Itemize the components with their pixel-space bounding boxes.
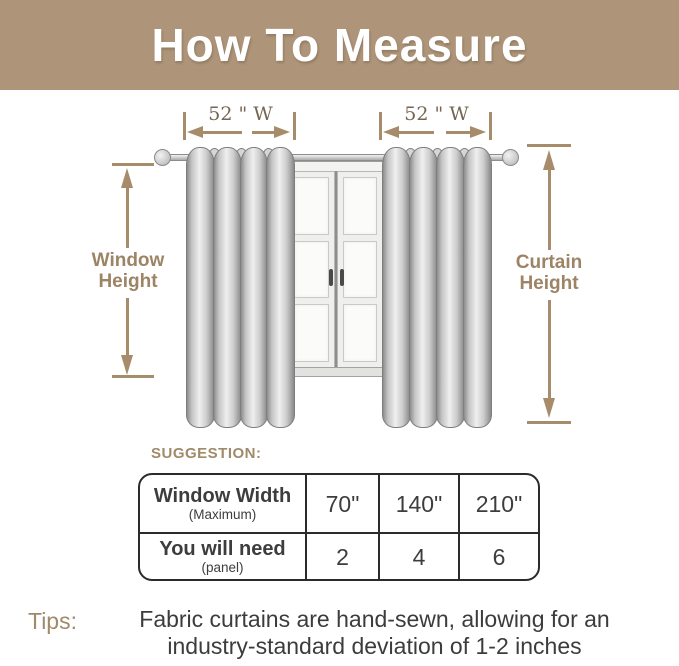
window-pane — [294, 241, 329, 299]
height-measure-line — [126, 184, 129, 248]
table-value-cell: 2 — [305, 532, 378, 579]
table-value-cell: 140" — [378, 475, 458, 532]
table-value-cell: 6 — [458, 532, 538, 579]
tips-label: Tips: — [28, 608, 77, 634]
window-height-label-line1: Window — [91, 250, 165, 271]
window-pane — [343, 241, 378, 299]
table-row-subtitle: (panel) — [201, 559, 244, 575]
curtain-fold — [213, 147, 242, 428]
arrowhead-down-icon — [543, 398, 555, 418]
banner — [0, 0, 679, 90]
table-row-subtitle: (Maximum) — [188, 506, 257, 522]
width-measure-end-bar — [489, 112, 492, 140]
tips-section — [0, 606, 679, 660]
height-measure-end-bar — [112, 375, 154, 378]
window-handle-left — [329, 269, 333, 286]
arrowhead-down-icon — [121, 355, 133, 375]
width-measure-end-bar — [183, 112, 186, 140]
table-row-title: Window Width — [153, 484, 292, 507]
tips-text-line1: Fabric curtains are hand-sewn, allowing for an — [139, 606, 610, 632]
curtain-fold — [240, 147, 269, 428]
width-measure-end-bar — [293, 112, 296, 140]
curtain-panel-right — [384, 147, 492, 428]
page-title: How To Measure — [151, 19, 528, 71]
window-pane — [294, 304, 329, 362]
width-measure-end-bar — [379, 112, 382, 140]
table-value-cell: 4 — [378, 532, 458, 579]
table-value-cell: 70" — [305, 475, 378, 532]
window-height-label — [88, 250, 168, 292]
rod-finial-right — [502, 149, 519, 166]
curtain-height-label-line2: Height — [519, 273, 579, 294]
curtain-fold — [186, 147, 215, 428]
curtain-fold — [463, 147, 492, 428]
size-table — [138, 473, 540, 581]
tips-text-line2: industry-standard deviation of 1-2 inches — [167, 633, 582, 659]
table-header-cell — [140, 532, 305, 579]
arrowhead-right-icon — [274, 126, 290, 138]
height-measure-end-bar — [527, 144, 571, 147]
width-measure-line — [394, 131, 434, 134]
window-illustration — [285, 161, 386, 377]
height-measure-line — [548, 300, 551, 398]
curtain-fold — [409, 147, 438, 428]
table-row-title: You will need — [159, 537, 286, 560]
window-pane — [294, 177, 329, 235]
curtain-fold — [266, 147, 295, 428]
window-handle-right — [340, 269, 344, 286]
rod-finial-left — [154, 149, 171, 166]
arrowhead-right-icon — [470, 126, 486, 138]
height-measure-end-bar — [527, 421, 571, 424]
height-measure-line — [548, 168, 551, 250]
window-pane — [343, 304, 378, 362]
window-doors — [288, 171, 383, 368]
suggestion-label: SUGGESTION: — [151, 445, 262, 462]
window-height-label-line2: Height — [98, 271, 158, 292]
curtain-fold — [436, 147, 465, 428]
window-sill — [282, 367, 389, 377]
table-header-cell — [140, 475, 305, 532]
panel-width-label-right: 52 " W — [404, 103, 469, 125]
curtain-fold — [382, 147, 411, 428]
panel-width-label-left: 52 " W — [208, 103, 273, 125]
width-measure-line — [198, 131, 242, 134]
height-measure-line — [126, 298, 129, 355]
height-measure-end-bar — [112, 163, 154, 166]
arrowhead-up-icon — [543, 150, 555, 170]
curtain-height-label-line1: Curtain — [515, 252, 583, 273]
table-value-cell: 210" — [458, 475, 538, 532]
tips-text — [78, 606, 671, 660]
window-pane — [343, 177, 378, 235]
curtain-height-label — [506, 252, 592, 294]
curtain-panel-left — [188, 147, 295, 428]
